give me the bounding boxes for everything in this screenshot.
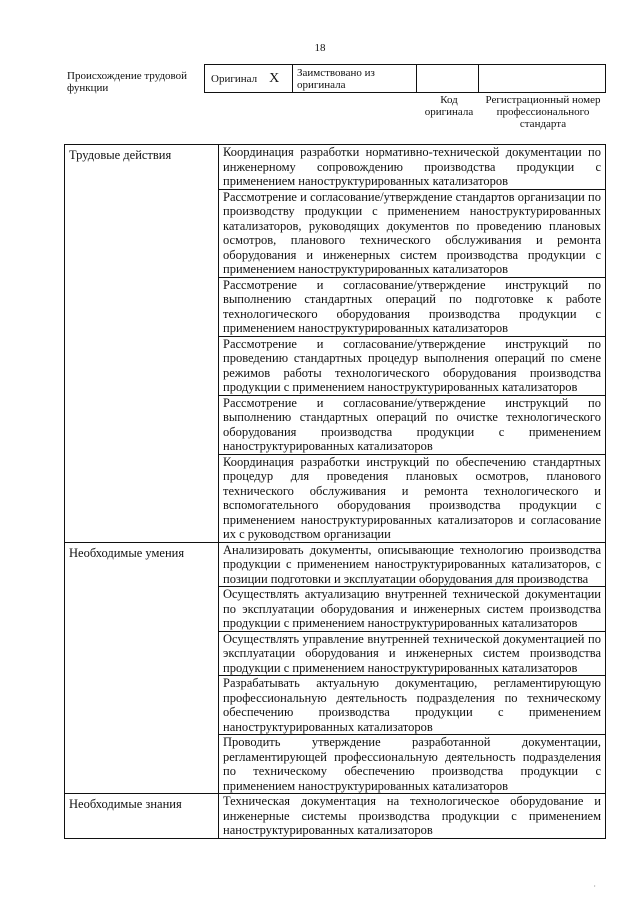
borrowed-label: Заимствовано из оригинала (297, 67, 375, 91)
table-row (65, 794, 606, 839)
section-item: Анализировать документы, описывающие технологию производства продукции с применением наноструктурированных катализаторов, с позиции подготовки и эксплуатации оборудования для производства (219, 542, 606, 587)
corner-mark: · (593, 882, 596, 891)
page-number: 18 (314, 42, 326, 54)
origin-label: Происхождение трудовой функции (67, 70, 188, 94)
section-item: Рассмотрение и согласование/утверждение инструкций по выполнению стандартных операций по очистке технологического оборудования производства продукции с применением наноструктурированных катализаторов (219, 395, 606, 454)
section-item: Рассмотрение и согласование/утверждение инструкций по проведению стандартных процедур выполнения операций по смене режимов работы технологического оборудования производства продукции с применением наноструктурированных катализаторов (219, 336, 606, 395)
code-caption: Код оригинала (424, 94, 474, 118)
reg-number-caption: Регистрационный номер профессионального стандарта (485, 94, 601, 130)
table-row (65, 542, 606, 587)
original-mark: X (269, 70, 280, 86)
original-cell (205, 65, 293, 92)
section-title: Трудовые действия (65, 145, 219, 543)
section-title: Необходимые знания (65, 794, 219, 839)
original-label: Оригинал (211, 72, 258, 85)
section-item: Техническая документация на технологическое оборудование и инженерные системы производства продукции с применением наноструктурированных катализаторов (219, 794, 606, 839)
reg-number-cell (479, 65, 605, 92)
section-title: Необходимые умения (65, 542, 219, 794)
section-item: Проводить утверждение разработанной документации, регламентирующей профессиональную деятельность подразделения по техническому обеспечению производства продукции с применением наноструктурированных катализаторов (219, 735, 606, 794)
table-row (65, 145, 606, 190)
section-item: Координация разработки нормативно-технической документации по инженерному сопровождению производства продукции с применением наноструктурированных катализаторов (219, 145, 606, 190)
section-item: Осуществлять управление внутренней технической документацией по эксплуатации оборудования и инженерных систем производства продукции с применением наноструктурированных катализаторов (219, 631, 606, 676)
section-item: Осуществлять актуализацию внутренней технической документации по эксплуатации оборудования и инженерных систем производства продукции с применением наноструктурированных катализаторов (219, 587, 606, 632)
section-item: Рассмотрение и согласование/утверждение инструкций по выполнению стандартных операций по подготовке к работе технологического оборудования производства продукции с применением наноструктурированных катализаторов (219, 277, 606, 336)
labor-function-table (64, 144, 606, 839)
section-item: Разрабатывать актуальную документацию, регламентирующую профессиональную деятельность подразделения по техническому обеспечению производства продукции с применением наноструктурированных катализаторов (219, 676, 606, 735)
borrowed-cell (293, 65, 417, 92)
origin-box (204, 64, 606, 93)
section-item: Координация разработки инструкций по обеспечению стандартных процедур для проведения плановых осмотров, планового технического обслуживания и ремонта технологического и вспомогательного оборудования производства продукции с применением наноструктурированных катализаторов и согласование их с руководством организации (219, 454, 606, 542)
code-cell (417, 65, 479, 92)
section-item: Рассмотрение и согласование/утверждение стандартов организации по производству продукции с применением наноструктурированных катализаторов, руководящих документов по проведению плановых осмотров, планового технического обслуживания и ремонта оборудования и инженерных систем производства продукции с применением наноструктурированных катализаторов (219, 189, 606, 277)
